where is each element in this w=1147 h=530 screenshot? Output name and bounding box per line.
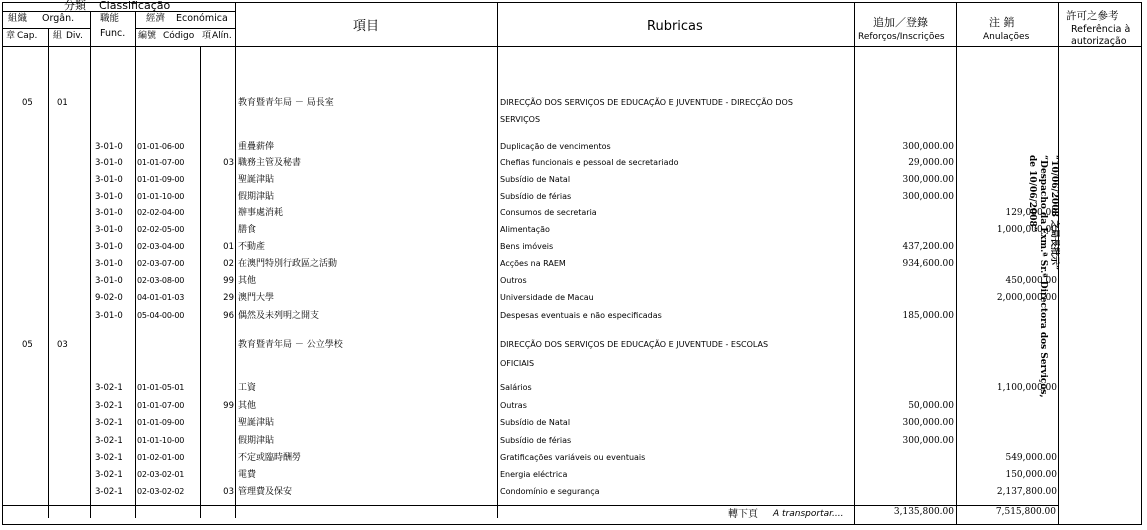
- table-row: [0, 274, 1147, 291]
- reforco-cell: 437,200.00: [902, 242, 954, 252]
- func-cell: 3-01-0: [95, 158, 123, 168]
- table-row: [0, 206, 1147, 223]
- table-row: [0, 140, 1147, 157]
- div-zh: 組: [53, 31, 63, 41]
- authorization-line2: “Despacho da Exm.ª Sr.ª Directora dos Serviços,: [1038, 155, 1048, 398]
- reforco-cell: 300,000.00: [902, 175, 954, 185]
- rubrica-cell: Subsídio de férias: [500, 192, 572, 201]
- func-cell: 3-01-0: [95, 225, 123, 235]
- classificacao-zh: 分類: [64, 0, 86, 12]
- item-zh-cell: 其他: [238, 401, 257, 411]
- item-zh-cell: 工資: [238, 383, 257, 393]
- func-cell: 3-02-1: [95, 453, 123, 463]
- item-zh-cell: 聖誕津貼: [238, 175, 275, 185]
- func-cell: 3-02-1: [95, 436, 123, 446]
- table-row: [0, 357, 1147, 374]
- reforco-cell: 300,000.00: [902, 142, 954, 152]
- rubrica-cell: DIRECÇÃO DOS SERVIÇOS DE EDUCAÇÃO E JUVENTUDE - DIRECÇÃO DOS: [500, 98, 793, 107]
- table-row: [0, 156, 1147, 173]
- codigo-cell: 01-01-07-00: [137, 158, 185, 167]
- auth-pt1: Referência à: [1071, 24, 1131, 35]
- alinea-cell: 96: [223, 311, 234, 321]
- func-cell: 3-01-0: [95, 208, 123, 218]
- rubricas-heading: Rubricas: [647, 19, 703, 34]
- item-zh-cell: 偶然及未列明之開支: [238, 311, 320, 321]
- codigo-cell: 02-03-08-00: [137, 276, 185, 285]
- rubrica-cell: Energia eléctrica: [500, 470, 568, 479]
- rubrica-cell: Subsídio de Natal: [500, 418, 571, 427]
- economica-pt: Económica: [176, 13, 228, 24]
- anulacao-cell: 2,137,800.00: [996, 487, 1057, 497]
- reforco-cell: 300,000.00: [902, 418, 954, 428]
- table-row: [0, 416, 1147, 433]
- transport-zh: 轉下頁: [728, 509, 758, 520]
- cap-zh: 章: [6, 31, 16, 41]
- rubrica-cell: Condomínio e segurança: [500, 487, 600, 496]
- func-cell: 3-02-1: [95, 487, 123, 497]
- anulacao-cell: 150,000.00: [1005, 470, 1057, 480]
- rubrica-cell: SERVIÇOS: [500, 115, 541, 124]
- transport-pt: A transportar....: [773, 509, 844, 519]
- anulacao-cell: 129,000.00: [1005, 208, 1057, 218]
- cap-cell: 05: [22, 98, 33, 108]
- alinea-cell: 01: [223, 242, 234, 252]
- codigo-cell: 02-03-02-01: [137, 470, 185, 479]
- classificacao-pt: Classificação: [99, 0, 171, 12]
- item-zh-cell: 管理費及保安: [238, 487, 293, 497]
- table-row: [0, 451, 1147, 468]
- table-row: [0, 338, 1147, 355]
- alinea-cell: 29: [223, 293, 234, 303]
- rubrica-cell: Bens imóveis: [500, 242, 554, 251]
- cap-pt: Cap.: [17, 31, 38, 41]
- anulacao-cell: 450,000.00: [1005, 276, 1057, 286]
- authorization-line1: “10/06/2008 之局長批示”: [1049, 155, 1059, 271]
- table-row: [0, 190, 1147, 207]
- anulacao-cell: 1,100,000.00: [996, 383, 1057, 393]
- authorization-line3: de 10/06/2008”: [1027, 155, 1037, 233]
- rubrica-cell: Duplicação de vencimentos: [500, 142, 611, 151]
- rubrica-cell: Subsídio de Natal: [500, 175, 571, 184]
- item-zh-cell: 澳門大學: [238, 293, 275, 303]
- func-pt: Func.: [100, 28, 126, 39]
- table-row: [0, 257, 1147, 274]
- func-cell: 3-01-0: [95, 175, 123, 185]
- reforco-cell: 29,000.00: [908, 158, 954, 168]
- codigo-cell: 02-03-02-02: [137, 487, 185, 496]
- rubrica-cell: Acções na RAEM: [500, 259, 566, 268]
- organica-zh: 組織: [8, 13, 28, 24]
- func-cell: 9-02-0: [95, 293, 123, 303]
- func-cell: 3-01-0: [95, 311, 123, 321]
- div-pt: Div.: [66, 31, 83, 41]
- reforco-cell: 185,000.00: [902, 311, 954, 321]
- economica-zh: 經濟: [146, 13, 166, 24]
- codigo-cell: 02-03-07-00: [137, 259, 185, 268]
- item-zh-cell: 不定或臨時酬勞: [238, 453, 302, 463]
- div-cell: 03: [57, 340, 68, 350]
- codigo-cell: 01-01-09-00: [137, 418, 185, 427]
- rubrica-cell: Subsídio de férias: [500, 436, 572, 445]
- header-line: [2, 46, 1142, 47]
- reforco-cell: 300,000.00: [902, 192, 954, 202]
- alinea-cell: 02: [223, 259, 234, 269]
- anulacao-cell: 1,000,000.00: [996, 225, 1057, 235]
- item-zh-cell: 不動產: [238, 242, 266, 252]
- rubrica-cell: Salários: [500, 383, 532, 392]
- codigo-cell: 01-01-05-01: [137, 383, 185, 392]
- func-cell: 3-01-0: [95, 142, 123, 152]
- codigo-cell: 05-04-00-00: [137, 311, 185, 320]
- rubrica-cell: Outras: [500, 401, 527, 410]
- alinea-zh: 項: [202, 31, 212, 41]
- anulacoes-pt: Anulações: [983, 32, 1030, 42]
- anulacoes-zh: 注 銷: [989, 16, 1015, 29]
- rubrica-cell: DIRECÇÃO DOS SERVIÇOS DE EDUCAÇÃO E JUVENTUDE - ESCOLAS: [500, 340, 769, 349]
- reforcos-zh: 追加／登錄: [873, 16, 928, 29]
- auth-zh: 許可之參考: [1066, 10, 1119, 22]
- table-row: [0, 173, 1147, 190]
- table-row: [0, 309, 1147, 326]
- codigo-cell: 01-01-10-00: [137, 192, 185, 201]
- item-zh-cell: 其他: [238, 276, 257, 286]
- func-cell: 3-01-0: [95, 242, 123, 252]
- reforco-cell: 50,000.00: [908, 401, 954, 411]
- func-cell: 3-02-1: [95, 401, 123, 411]
- item-zh-cell: 電費: [238, 470, 257, 480]
- item-zh-cell: 在澳門特別行政區之活動: [238, 259, 338, 269]
- func-cell: 3-01-0: [95, 259, 123, 269]
- reforcos-pt: Reforços/Inscrições: [858, 32, 945, 42]
- table-row: [0, 223, 1147, 240]
- func-zh: 職能: [100, 13, 120, 24]
- rubrica-cell: Gratificações variáveis ou eventuais: [500, 453, 646, 462]
- item-zh-cell: 教育暨青年局 － 公立學校: [238, 340, 343, 350]
- rubrica-cell: Outros: [500, 276, 527, 285]
- div-cell: 01: [57, 98, 68, 108]
- total-reforcos: 3,135,800.00: [893, 507, 954, 517]
- codigo-cell: 01-01-06-00: [137, 142, 185, 151]
- alinea-cell: 03: [223, 487, 234, 497]
- rubrica-cell: Universidade de Macau: [500, 293, 594, 302]
- header-line: [135, 28, 235, 29]
- footer-line: [2, 505, 1058, 506]
- table-row: [0, 240, 1147, 257]
- alinea-pt: Alín.: [212, 31, 232, 41]
- header-line: [2, 28, 90, 29]
- anulacao-cell: 549,000.00: [1005, 453, 1057, 463]
- codigo-cell: 02-02-05-00: [137, 225, 185, 234]
- table-row: [0, 485, 1147, 502]
- items-zh-heading: 項目: [353, 19, 380, 34]
- auth-pt2: autorização: [1071, 36, 1127, 47]
- codigo-cell: 01-01-10-00: [137, 436, 185, 445]
- func-cell: 3-02-1: [95, 383, 123, 393]
- item-zh-cell: 假期津貼: [238, 192, 275, 202]
- table-row: [0, 113, 1147, 130]
- reforco-cell: 934,600.00: [902, 259, 954, 269]
- alinea-cell: 99: [223, 276, 234, 286]
- func-cell: 3-01-0: [95, 192, 123, 202]
- func-cell: 3-02-1: [95, 418, 123, 428]
- cap-cell: 05: [22, 340, 33, 350]
- item-zh-cell: 辦事處消耗: [238, 208, 284, 218]
- rubrica-cell: Chefias funcionais e pessoal de secretariado: [500, 158, 679, 167]
- rubrica-cell: Alimentação: [500, 225, 550, 234]
- item-zh-cell: 假期津貼: [238, 436, 275, 446]
- total-anulacoes: 7,515,800.00: [995, 507, 1056, 517]
- codigo-cell: 02-03-04-00: [137, 242, 185, 251]
- table-row: [0, 468, 1147, 485]
- rubrica-cell: Consumos de secretaria: [500, 208, 597, 217]
- codigo-cell: 01-01-09-00: [137, 175, 185, 184]
- codigo-cell: 02-02-04-00: [137, 208, 185, 217]
- table-row: [0, 381, 1147, 398]
- organica-pt: Orgân.: [42, 13, 75, 24]
- item-zh-cell: 教育暨青年局 － 局長室: [238, 98, 334, 108]
- func-cell: 3-02-1: [95, 470, 123, 480]
- table-row: [0, 434, 1147, 451]
- reforco-cell: 300,000.00: [902, 436, 954, 446]
- rubrica-cell: Despesas eventuais e não especificadas: [500, 311, 662, 320]
- codigo-cell: 01-02-01-00: [137, 453, 185, 462]
- item-zh-cell: 職務主管及秘書: [238, 158, 302, 168]
- item-zh-cell: 膳食: [238, 225, 257, 235]
- rubrica-cell: OFICIAIS: [500, 359, 535, 368]
- item-zh-cell: 聖誕津貼: [238, 418, 275, 428]
- codigo-cell: 04-01-01-03: [137, 293, 185, 302]
- codigo-zh: 編號: [138, 31, 157, 41]
- table-row: [0, 291, 1147, 308]
- alinea-cell: 99: [223, 401, 234, 411]
- table-row: [0, 96, 1147, 113]
- codigo-cell: 01-01-07-00: [137, 401, 185, 410]
- table-row: [0, 399, 1147, 416]
- codigo-pt: Código: [163, 31, 195, 41]
- alinea-cell: 03: [223, 158, 234, 168]
- func-cell: 3-01-0: [95, 276, 123, 286]
- item-zh-cell: 重疊薪俸: [238, 142, 275, 152]
- anulacao-cell: 2,000,000.00: [996, 293, 1057, 303]
